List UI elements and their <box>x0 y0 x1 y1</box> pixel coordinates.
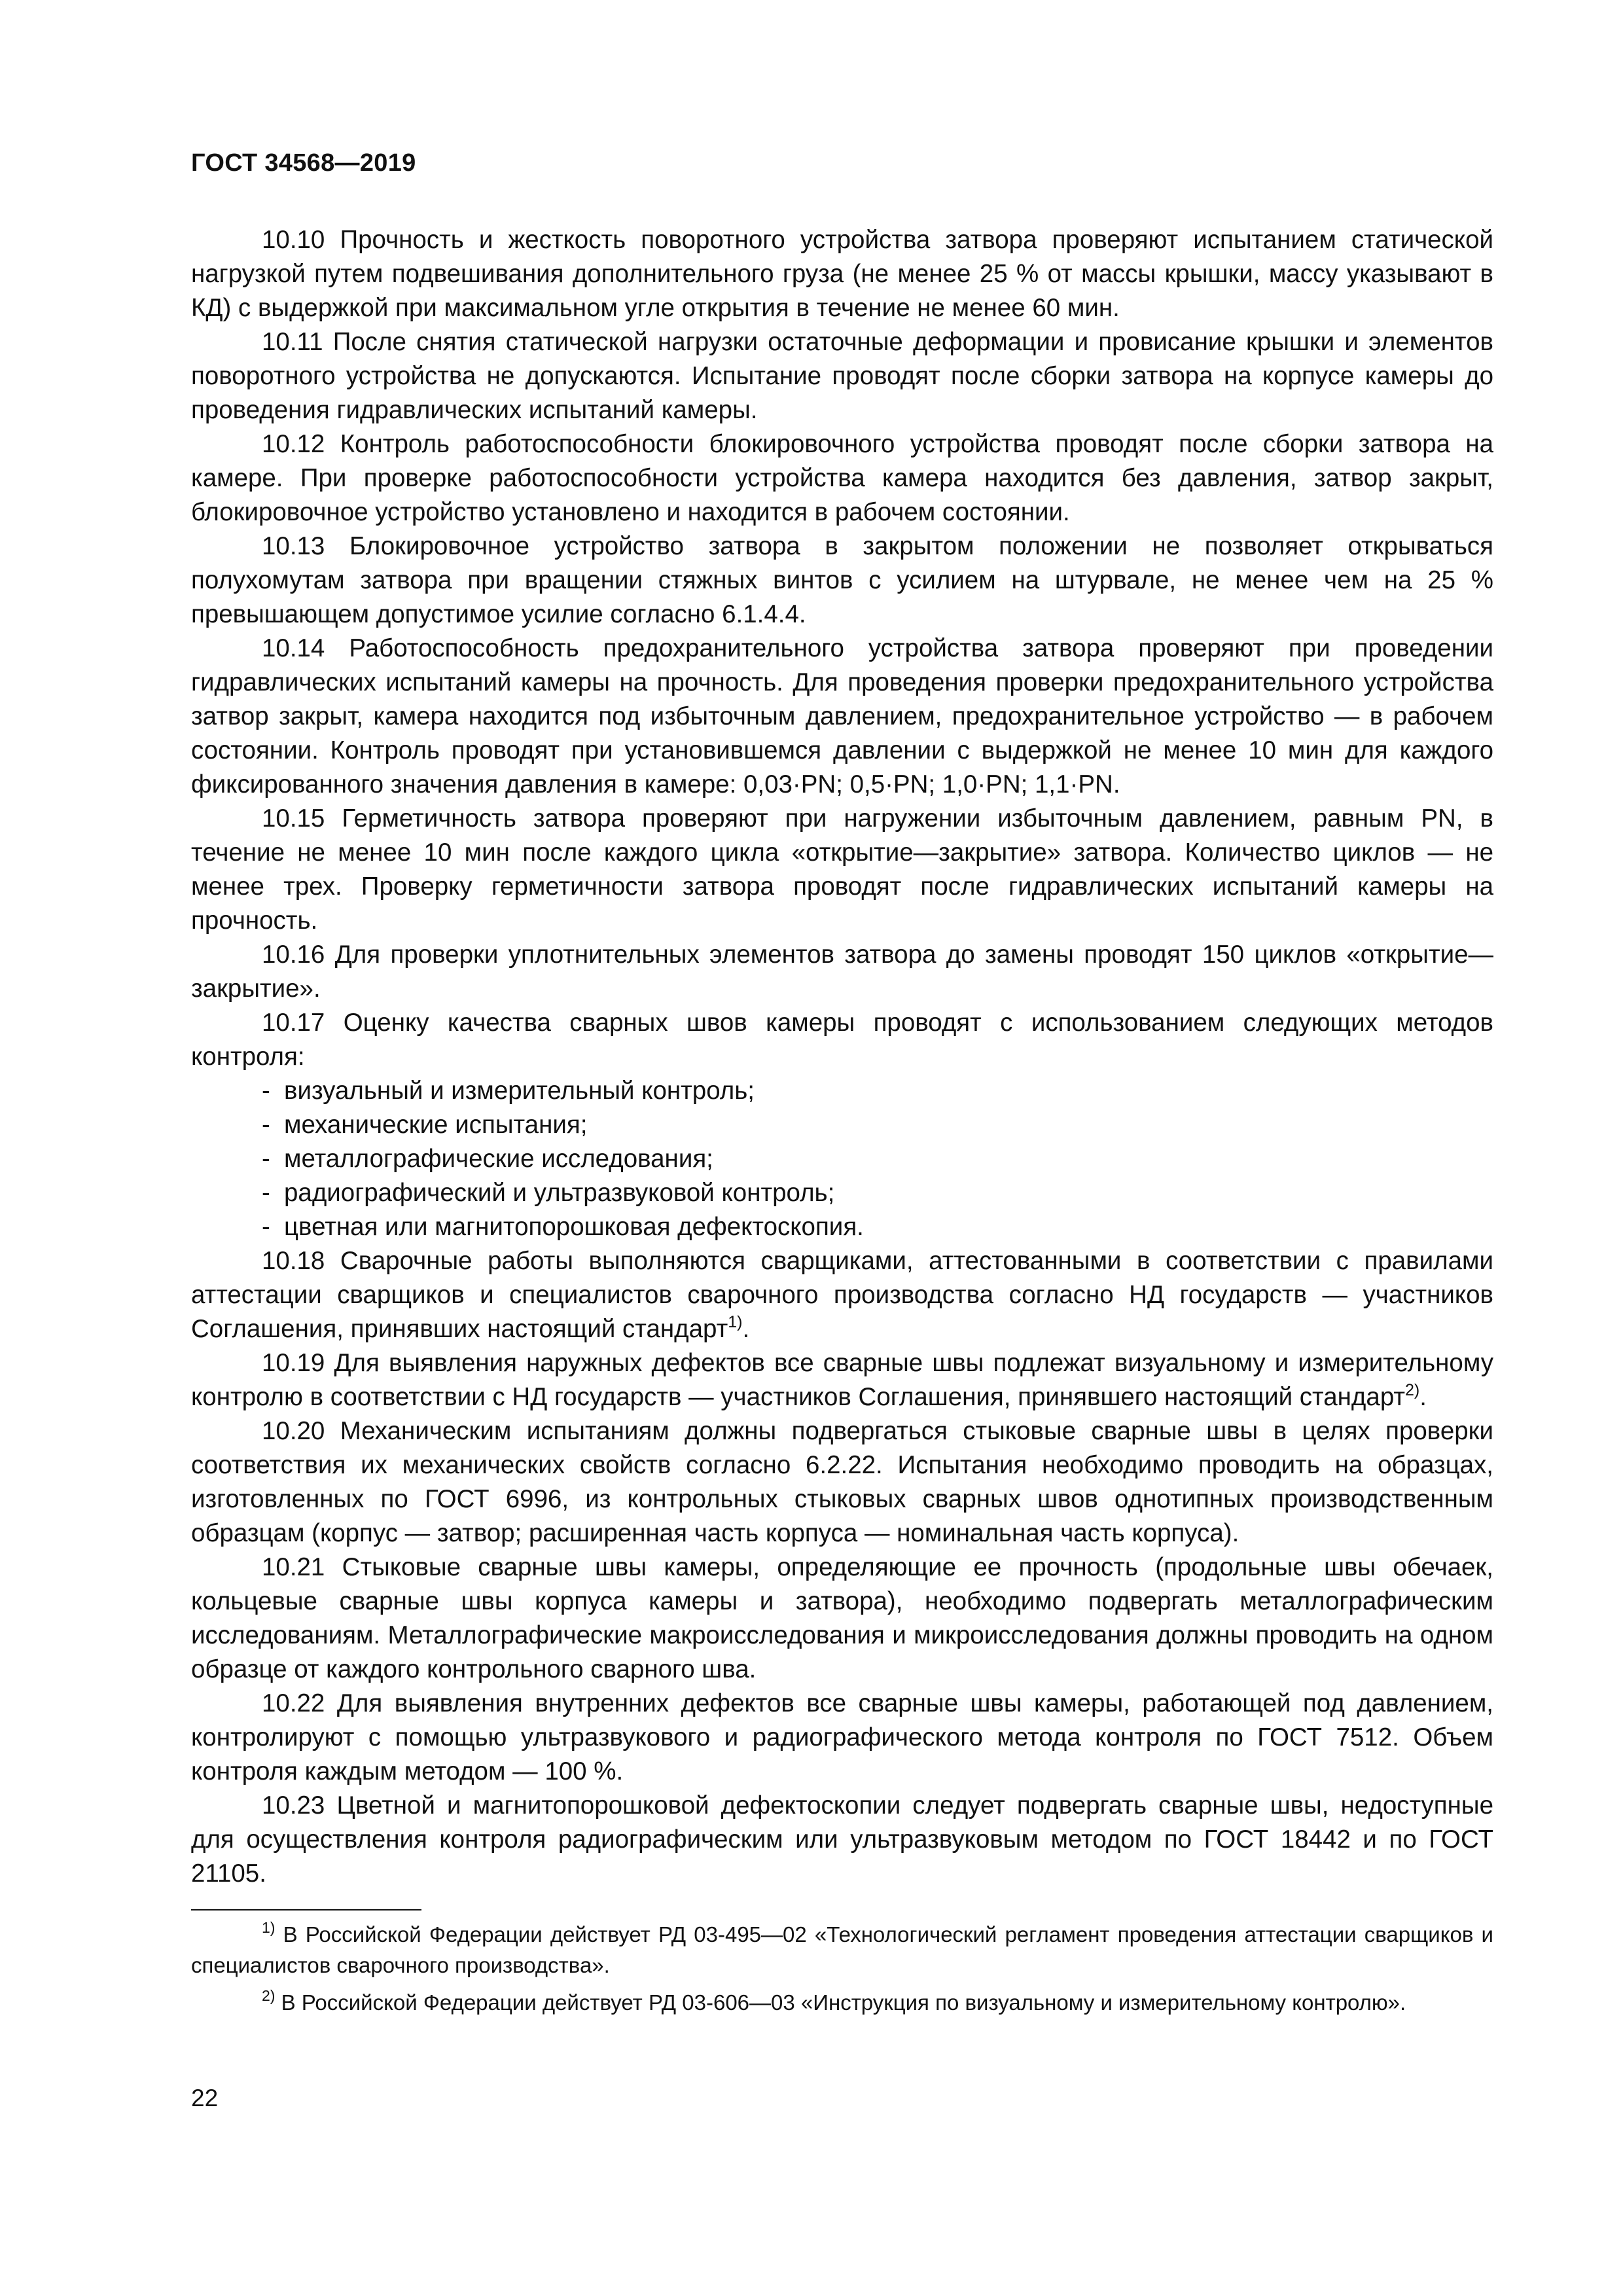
footnote-mark: 1) <box>262 1919 276 1936</box>
list-item <box>191 1142 1493 1176</box>
list-item <box>191 1074 1493 1108</box>
paragraph-10-23: 10.23 Цветной и магнитопорошковой дефектоскопии следует подвергать сварные швы, недоступные для осуществления контроля радиографическим или ультразвуковым методом по ГОСТ 18442 и по ГОСТ 21105. <box>191 1791 1493 1888</box>
paragraph-10-10: 10.10 Прочность и жесткость поворотного устройства затвора проверяют испытанием статической нагрузкой путем подвешивания дополнительного груза (не менее 25 % от массы крышки, массу указывают в КД) с выдержкой при максимальном угле открытия в течение не менее 60 мин. <box>191 226 1493 322</box>
list-dash: - <box>262 1111 270 1139</box>
footnote-text: В Российской Федерации действует РД 03-495—02 «Технологический регламент проведения аттестации сварщиков и специалистов сварочного производства». <box>191 1922 1493 1977</box>
footnote-text: В Российской Федерации действует РД 03-606—03 «Инструкция по визуальному и измерительному контролю». <box>281 1990 1406 2015</box>
list-dash: - <box>262 1179 270 1207</box>
document-body <box>191 223 1493 1891</box>
paragraph-10-14: 10.14 Работоспособность предохранительного устройства затвора проверяют при проведении гидравлических испытаний камеры на прочность. Для проведения проверки предохранительного устройства затвор закрыт, камера находится под избыточным давлением, предохранительное устройство — в рабочем состоянии. Контроль проводят при установившемся давлении с выдержкой не менее 10 мин для каждого фиксированного значения давления в камере: 0,03·PN; 0,5·PN; 1,0·PN; 1,1·PN. <box>191 634 1493 798</box>
paragraph-10-22: 10.22 Для выявления внутренних дефектов все сварные швы камеры, работающей под давлением, контролируют с помощью ультразвукового и радиографического метода контроля по ГОСТ 7512. Объем контроля каждым методом — 100 %. <box>191 1689 1493 1785</box>
control-methods-list <box>191 1074 1493 1244</box>
list-item-text: металлографические исследования; <box>284 1145 713 1173</box>
footnote-1 <box>191 1919 1493 1981</box>
paragraph-10-19 <box>191 1346 1493 1414</box>
footnote-2 <box>191 1987 1493 2018</box>
paragraph-text: 10.19 Для выявления наружных дефектов все сварные швы подлежат визуальному и измерительному контролю в соответствии с НД государств — участников Соглашения, принявшего настоящий стандарт <box>191 1349 1493 1411</box>
paragraph-10-18 <box>191 1244 1493 1346</box>
list-item <box>191 1108 1493 1142</box>
footnote-ref-2: 2) <box>1405 1381 1420 1399</box>
paragraph-end: . <box>1419 1383 1427 1411</box>
paragraph-10-11: 10.11 После снятия статической нагрузки остаточные деформации и провисание крышки и элементов поворотного устройства не допускаются. Испытание проводят после сборки затвора на корпусе камеры до проведения гидравлических испытаний камеры. <box>191 328 1493 424</box>
list-item <box>191 1210 1493 1244</box>
list-dash: - <box>262 1077 270 1105</box>
footnote-ref-1: 1) <box>728 1313 743 1331</box>
footnotes <box>191 1919 1493 2024</box>
paragraph-10-13: 10.13 Блокировочное устройство затвора в закрытом положении не позволяет открываться полухомутам затвора при вращении стяжных винтов с усилием на штурвале, не менее чем на 25 % превышающем допустимое усилие согласно 6.1.4.4. <box>191 532 1493 628</box>
list-dash: - <box>262 1213 270 1241</box>
footnote-mark: 2) <box>262 1987 276 2004</box>
paragraph-10-15: 10.15 Герметичность затвора проверяют при нагружении избыточным давлением, равным PN, в течение не менее 10 мин после каждого цикла «открытие—закрытие» затвора. Количество циклов — не менее трех. Проверку герметичности затвора проводят после гидравлических испытаний камеры на прочность. <box>191 804 1493 935</box>
paragraph-end: . <box>742 1315 750 1343</box>
list-item-text: механические испытания; <box>284 1111 588 1139</box>
list-item-text: визуальный и измерительный контроль; <box>284 1077 755 1105</box>
paragraph-10-16: 10.16 Для проверки уплотнительных элементов затвора до замены проводят 150 циклов «открытие—закрытие». <box>191 941 1493 1003</box>
list-item-text: радиографический и ультразвуковой контроль; <box>284 1179 835 1207</box>
page-number: 22 <box>191 2085 219 2111</box>
paragraph-10-21: 10.21 Стыковые сварные швы камеры, определяющие ее прочность (продольные швы обечаек, кольцевые сварные швы корпуса камеры и затвора), необходимо подвергать металлографическим исследованиям. Металлографические макроисследования и микроисследования должны проводить на одном образце от каждого контрольного сварного шва. <box>191 1553 1493 1683</box>
document-header: ГОСТ 34568—2019 <box>191 149 416 177</box>
paragraph-10-20: 10.20 Механическим испытаниям должны подвергаться стыковые сварные швы в целях проверки соответствия их механических свойств согласно 6.2.22. Испытания необходимо проводить на образцах, изготовленных по ГОСТ 6996, из контрольных стыковых сварных швов однотипных производственным образцам (корпус — затвор; расширенная часть корпуса — номинальная часть корпуса). <box>191 1417 1493 1547</box>
footnote-divider <box>191 1909 421 1910</box>
paragraph-text: 10.18 Сварочные работы выполняются сварщиками, аттестованными в соответствии с правилами аттестации сварщиков и специалистов сварочного производства согласно НД государств — участников Соглашения, принявших настоящий стандарт <box>191 1247 1493 1343</box>
paragraph-10-12: 10.12 Контроль работоспособности блокировочного устройства проводят после сборки затвора на камере. При проверке работоспособности устройства камера находится без давления, затвор закрыт, блокировочное устройство установлено и находится в рабочем состоянии. <box>191 430 1493 526</box>
list-item <box>191 1176 1493 1210</box>
list-dash: - <box>262 1145 270 1173</box>
list-item-text: цветная или магнитопорошковая дефектоскопия. <box>284 1213 864 1241</box>
paragraph-10-17: 10.17 Оценку качества сварных швов камеры проводят с использованием следующих методов контроля: <box>191 1009 1493 1071</box>
